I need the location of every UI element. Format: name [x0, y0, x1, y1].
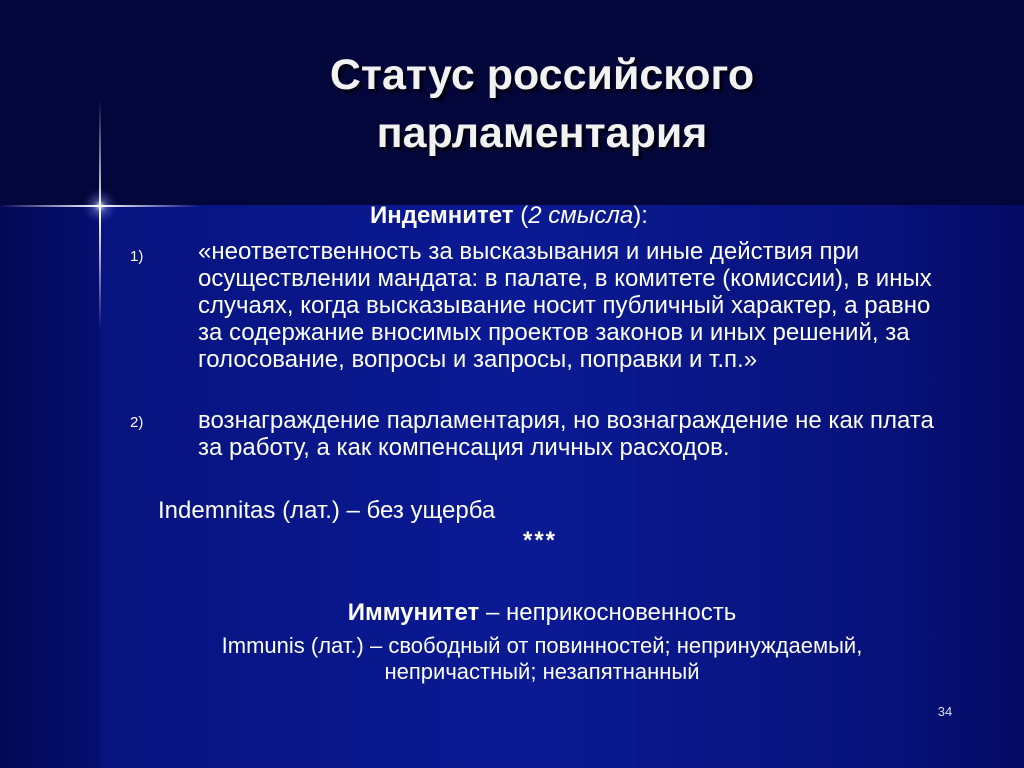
- sparkle-star-icon: [0, 100, 200, 330]
- immunis-line-2: непричастный; незапятнанный: [384, 659, 700, 684]
- title-line-1: Статус российского: [329, 51, 755, 99]
- list-item-1-text: «неответственность за высказывания и иные действия при осуществлении мандата: в палате, в комитете (комиссии), в иных случаях, когда высказывание носит публичный характер, а равно за содержание вносимых проектов законов и иных решений, за голосование, вопросы и запросы, поправки и т.п.»: [198, 238, 932, 373]
- indemnity-term: Индемнитет: [370, 202, 514, 229]
- separator-stars: ***: [522, 527, 558, 554]
- immunis-line-1: Immunis (лат.) – свободный от повинностей; непринуждаемый,: [221, 633, 863, 658]
- list-item-2-text: вознаграждение парламентария, но вознаграждение не как плата за работу, а как компенсация личных расходов.: [198, 407, 934, 461]
- immunity-definition: – неприкосновенность: [479, 599, 737, 626]
- indemnity-paren-close: ):: [633, 202, 648, 229]
- indemnity-heading: [370, 200, 648, 232]
- indemnity-meanings-count: 2 смысла: [528, 202, 634, 229]
- list-number-2: 2): [130, 414, 144, 431]
- page-number: 34: [937, 704, 953, 719]
- indemnity-paren-open: (: [513, 202, 529, 229]
- slide-title: [200, 46, 884, 162]
- list-number-1: 1): [130, 248, 144, 265]
- immunity-term: Иммунитет: [347, 599, 480, 626]
- immunity-heading: [0, 598, 1024, 628]
- title-line-2: парламентария: [376, 109, 708, 157]
- immunis-definition: [0, 633, 1024, 685]
- indemnitas-definition: Indemnitas (лат.) – без ущерба: [158, 497, 496, 524]
